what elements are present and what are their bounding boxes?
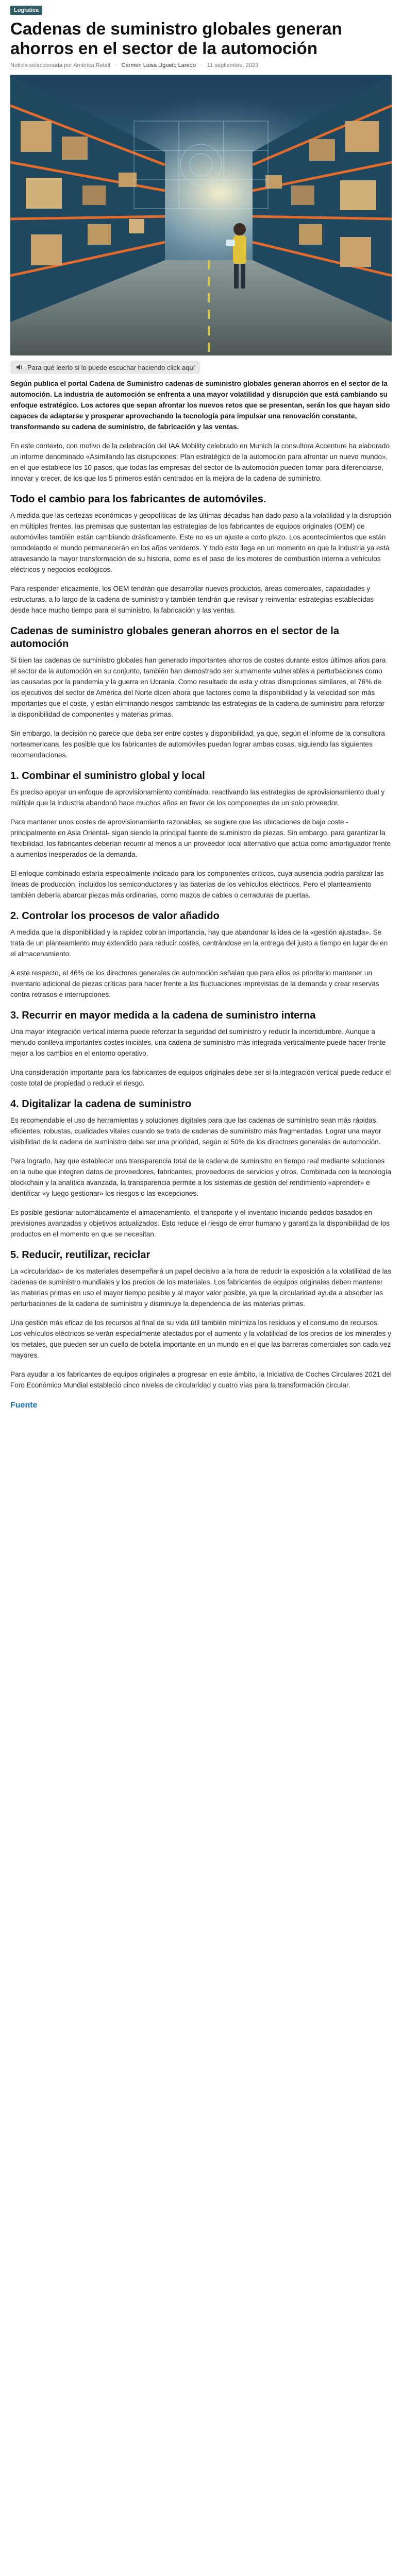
listen-button-label: Para qué leerlo si lo puede escuchar haciendo click aquí xyxy=(27,363,195,371)
section-heading: 1. Combinar el suministro global y local xyxy=(10,770,205,782)
section-heading: Cadenas de suministro globales generan ahorros en el sector de la automoción xyxy=(10,625,339,650)
meta-author[interactable]: Carmen Luisa Ugueto Laredo xyxy=(121,62,196,69)
meta-date: 11 septiembre, 2023 xyxy=(207,62,259,69)
article-meta xyxy=(10,62,392,69)
section-heading: Todo el cambio para los fabricantes de automóviles. xyxy=(10,494,266,505)
body-paragraph: Para lograrlo, hay que establecer una transparencia total de la cadena de suministro en tiempo real mediante soluciones en la nube que integren datos de proveedores, fabricantes, proveedores de servicios y otros. Combinada con la tecnología blockchain y la analítica avanzada, la transparencia permite a los sistemas de gestión del rendimiento «aprender» e identificar «y luego gestionar» los riesgos o las excepciones. xyxy=(10,1157,392,1197)
body-paragraph: La «circularidad» de los materiales desempeñará un papel decisivo a la hora de reducir la exposición a la volatilidad de las cadenas de suministro mundiales y los precios de los materiales. Los fabricantes de equipos originales deben mantener las materias primas en uso el mayor tiempo posible y al mayor valor posible, ya que la circularidad ayuda a absorber las perturbaciones de la cadena de suministro y disminuye la dependencia de las materias primas. xyxy=(10,1267,392,1308)
body-paragraph: Es recomendable el uso de herramientas y soluciones digitales para que las cadenas de suministro sean más rápidas, eficientes, robustas, cualidades vitales cuando se trata de cadenas de suministro más fragmentadas. Lograr una mayor visibilidad de la cadena de suministro debe ser una prioridad, según el 50% de los directores generales de automoción. xyxy=(10,1116,381,1146)
article-title: Cadenas de suministro globales generan ahorros en el sector de la automoción xyxy=(10,19,342,58)
source-link[interactable]: Fuente xyxy=(10,1401,38,1410)
category-tag[interactable]: Logística xyxy=(10,6,42,15)
body-paragraph: Sin embargo, la decisión no parece que deba ser entre costes y disponibilidad, ya que, según el informe de la consultora norteamericana, les posible que los fabricantes de automóviles puedan lograr ambas cosas, siguiendo las siguientes recomendaciones. xyxy=(10,730,385,759)
section-heading: 2. Controlar los procesos de valor añadido xyxy=(10,910,220,922)
lead-paragraph: Según publica el portal Cadena de Suministro cadenas de suministro globales generan ahorros en el sector de la automoción. La industria de automoción se enfrenta a una mayor volatilidad y disrupción que está cambiando su enfoque estratégico. Los actores que sepan afrontar los nuevos retos que se presentan, serán los que hayan sido capaces de adaptarse y prosperar aprovechando la tecnología para impulsar una renovación constante, transformando su cadena de suministro, de fabricación y las ventas. xyxy=(10,380,390,431)
body-paragraph: A medida que las certezas económicas y geopolíticas de las últimas décadas han dado paso a la volatilidad y la disrupción en múltiples frentes, las premisas que sustentan las estrategias de los fabricantes de equipos originales (OEM) de automóviles también están cambiando drásticamente. Este no es un ajuste a corto plazo. Los acontecimientos que están remodelando el mundo permanecerán en los años venideros. Y todo esto llega en un momento en que la industria ya está atravesando la mayor transformación de su historia, como es el paso de los motores de combustión interna a vehículos eléctricos y negocios ecológicos. xyxy=(10,512,392,573)
body-paragraph: Si bien las cadenas de suministro globales han generado importantes ahorros de costes durante estos últimos años para el sector de la automoción en su conjunto, también han demostrado ser sumamente vulnerables a perturbaciones como las causadas por la pandemia y la guerra en Ucrania. Como resultado de esta y otras disrupciones similares, el 76% de los ejecutivos del sector de América del Norte dicen ahora que factores como la disponibilidad y la velocidad son más importantes que el coste, y están eliminando riesgos cambiando las estrategias de la cadena de suministro para reforzar la disponibilidad de componentes y materias primas. xyxy=(10,656,386,718)
body-paragraph: Para mantener unos costes de aprovisionamiento razonables, se sugiere que las ubicaciones de bajo coste -principalmente en Asia Oriental- sigan siendo la principal fuente de suministro de piezas. Sin embargo, para garantizar la flexibilidad, los fabricantes deberían recurrir al menos a un proveedor local alternativo que actúa como amortiguador frente a aumentos inesperados de la demanda. xyxy=(10,818,391,858)
meta-label: Noticia seleccionada por América Retail xyxy=(10,62,110,69)
body-paragraph: A medida que la disponibilidad y la rapidez cobran importancia, hay que abandonar la idea de la «gestión ajustada». Se trata de un planteamiento muy extendido para reducir costes, centrándose en la entrega del justo a tiempo en lugar de en el almacenamiento. xyxy=(10,928,388,958)
body-paragraph: El enfoque combinado estaría especialmente indicado para los componentes críticos, cuya ausencia podría paralizar las líneas de producción, incluidos los semiconductores y las baterías de los vehículos eléctricos. Pero el planteamiento también debería abarcar piezas más ordinarias, como mazos de cables o cerraduras de puertas. xyxy=(10,870,384,899)
body-paragraph: Una mayor integración vertical interna puede reforzar la seguridad del suministro y reducir la incertidumbre. Aunque a menudo conlleva importantes costes iniciales, una cadena de suministro más integrada verticalmente puede hacer frente mejor a los cambios en el entorno operativo. xyxy=(10,1028,386,1057)
body-paragraph: Una gestión más eficaz de los recursos al final de su vida útil también minimiza los residuos y el consumo de recursos. Los vehículos eléctricos se verán especialmente afectados por el aumento y la volatilidad de los precios de los minerales y los metales, que pueden ser un cuello de botella importante en un mundo en el que las barreras comerciales son cada vez mayores. xyxy=(10,1319,391,1359)
hero-image xyxy=(10,75,392,355)
warehouse-illustration xyxy=(10,75,392,355)
section-heading: 3. Recurrir en mayor medida a la cadena de suministro interna xyxy=(10,1010,316,1021)
body-paragraph: Una consideración importante para los fabricantes de equipos originales debe ser si la integración vertical puede reducir el coste total de propiedad o reducir el riesgo. xyxy=(10,1069,391,1087)
body-paragraph: Para responder eficazmente, los OEM tendrán que desarrollar nuevos productos, áreas comerciales, capacidades y estructuras, a lo largo de la cadena de suministro y también tendrán que revisar y reinventar estrategias establecidas desde hace mucho tiempo para el suministro, la fabricación y las ventas. xyxy=(10,585,374,614)
listen-button[interactable] xyxy=(10,361,200,374)
body-paragraph: Para ayudar a los fabricantes de equipos originales a progresar en este ámbito, la Iniciativa de Coches Circulares 2021 del Foro Económico Mundial estableció cinco niveles de circularidad y cuatro vías para la transformación circular. xyxy=(10,1370,392,1389)
intro-paragraph: En este contexto, con motivo de la celebración del IAA Mobility celebrado en Munich la consultora Accenture ha elaborado un informe denominado «Asimilando las disrupciones: Plan estratégico de la automoción para afrontar un nuevo mundo», en el que establece los 10 pasos, que todas las empresas del sector de la automoción pueden tomar para diferenciarse, innovar y crecer, de los que los 5 primeros están centrados en la mejora de la cadena de suministro. xyxy=(10,442,390,482)
speaker-icon xyxy=(15,363,24,371)
section-heading: 4. Digitalizar la cadena de suministro xyxy=(10,1098,192,1110)
meta-separator: · xyxy=(200,62,203,69)
meta-separator: · xyxy=(114,62,117,69)
section-heading: 5. Reducir, reutilizar, reciclar xyxy=(10,1249,150,1261)
body-paragraph: Es preciso apoyar un enfoque de aprovisionamiento combinado, reactivando las estrategias de aprovisionamiento dual y múltiple que la industria abandonó hace muchos años en favor de los componentes de un solo proveedor. xyxy=(10,788,385,807)
body-paragraph: Es posible gestionar automáticamente el almacenamiento, el transporte y el inventario iniciando pedidos basados en previsiones avanzadas y objetivos actualizados. Esto reduce el riesgo de error humano y garantiza la disponibilidad de los productos en el momento en que se necesitan. xyxy=(10,1209,390,1238)
body-paragraph: A este respecto, el 46% de los directores generales de automoción señalan que para ellos es prioritario mantener un inventario adicional de piezas críticas para hacer frente a las fluctuaciones imprevistas de la demanda y crear reservas contra retrasos e interrupciones. xyxy=(10,969,379,998)
